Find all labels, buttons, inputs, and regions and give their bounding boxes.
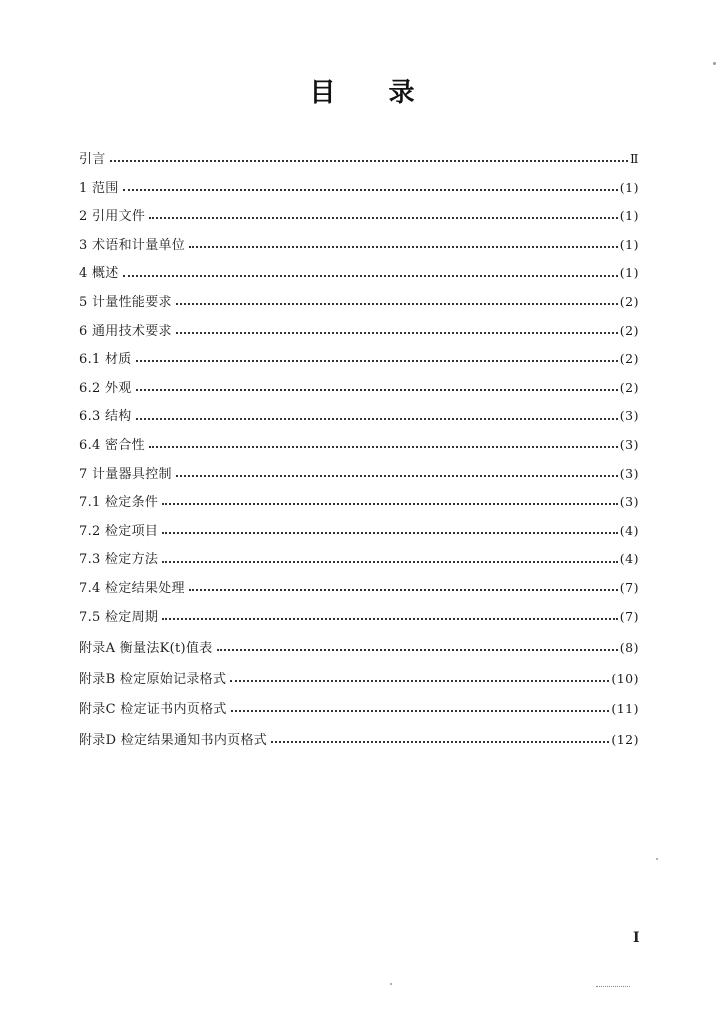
toc-entry [79,402,639,431]
toc-entry [79,145,639,174]
toc-entry-page: (7) [619,579,639,595]
toc-entry-page: (8) [619,640,639,656]
toc-entry-page: (4) [619,522,639,538]
toc-entry-label: 3 术语和计量单位 [79,237,186,253]
toc-entry-page: Ⅱ [630,151,639,166]
toc-leader-dots [162,610,618,624]
toc-leader-dots [189,581,618,595]
toc-entry [79,202,639,231]
toc-appendix-entry [79,664,639,695]
toc-entry-label: 4 概述 [79,266,119,282]
toc-leader-dots [176,467,618,481]
toc-leader-dots [110,152,628,166]
toc-entry-label: 6.4 密合性 [79,437,145,453]
toc-entry-label: 7.1 检定条件 [79,495,159,511]
toc-entry-label: 7.2 检定项目 [79,523,159,539]
toc-leader-dots [136,410,618,424]
scan-speck [656,858,658,860]
toc-entry-page: (11) [611,701,639,717]
toc-entry [79,460,639,489]
toc-entry-label: 附录C 检定证书内页格式 [79,702,227,718]
toc-entry-page: (3) [619,436,639,452]
toc-entry-page: (2) [619,379,639,395]
toc-appendix-entry [79,725,639,756]
toc-leader-dots [149,209,618,223]
toc-leader-dots [176,324,618,338]
toc-entry-label: 1 范围 [79,180,119,196]
toc-entry-page: (1) [619,208,639,224]
toc-entry-label: 6.3 结构 [79,409,132,425]
toc-appendix-entry [79,633,639,664]
toc-entry-page: (1) [619,179,639,195]
toc-entry-page: (1) [619,236,639,252]
toc-leader-dots [162,553,618,567]
toc-entry-page: (10) [611,670,639,686]
toc-leader-dots [230,672,609,686]
toc-entry [79,317,639,346]
toc-entry-label: 6.1 材质 [79,352,132,368]
toc-leader-dots [162,524,618,538]
toc-entry [79,231,639,260]
toc-entry-label: 附录B 检定原始记录格式 [79,671,227,687]
toc-entry-page: (2) [619,322,639,338]
toc-entry [79,488,639,517]
toc-entry-label: 6 通用技术要求 [79,323,172,339]
toc-leader-dots [136,381,618,395]
toc-entry [79,374,639,403]
toc-entry [79,174,639,203]
toc-entry-page: (3) [619,465,639,481]
toc-entry-label: 附录A 衡量法K(t)值表 [79,641,213,657]
page-number: I [633,930,640,946]
toc-entry [79,288,639,317]
toc-entry-page: (4) [619,551,639,567]
toc-entry [79,259,639,288]
toc-leader-dots [123,267,618,281]
toc-leader-dots [136,352,618,366]
table-of-contents [79,145,639,755]
scan-edge-line [596,985,630,987]
toc-entry [79,345,639,374]
toc-leader-dots [176,295,618,309]
toc-entry-label: 7 计量器具控制 [79,466,172,482]
toc-entry-page: (7) [619,608,639,624]
toc-leader-dots [231,702,610,716]
toc-entry-page: (3) [619,494,639,510]
toc-entry-page: (3) [619,408,639,424]
toc-entry-label: 7.3 检定方法 [79,552,159,568]
toc-entry-label: 7.5 检定周期 [79,609,159,625]
toc-entry-label: 7.4 检定结果处理 [79,580,185,596]
toc-entry-label: 引言 [79,152,106,167]
toc-leader-dots [123,181,618,195]
scan-speck [713,62,716,65]
toc-leader-dots [271,733,609,747]
toc-entry [79,603,639,632]
scan-speck [390,983,392,985]
toc-entry-page: (2) [619,293,639,309]
toc-entry [79,431,639,460]
toc-entry-label: 附录D 检定结果通知书内页格式 [79,732,268,748]
toc-leader-dots [189,238,618,252]
toc-appendix-entry [79,694,639,725]
toc-leader-dots [149,438,618,452]
toc-entry-label: 2 引用文件 [79,209,146,225]
toc-entry-label: 5 计量性能要求 [79,294,172,310]
page-title: 目 录 [309,78,437,108]
toc-entry [79,517,639,546]
toc-leader-dots [162,495,618,509]
toc-leader-dots [217,641,618,655]
toc-entry-label: 6.2 外观 [79,380,132,396]
toc-entry-page: (12) [611,731,639,747]
toc-entry-page: (2) [619,351,639,367]
toc-entry [79,574,639,603]
toc-entry [79,545,639,574]
toc-entry-page: (1) [619,265,639,281]
